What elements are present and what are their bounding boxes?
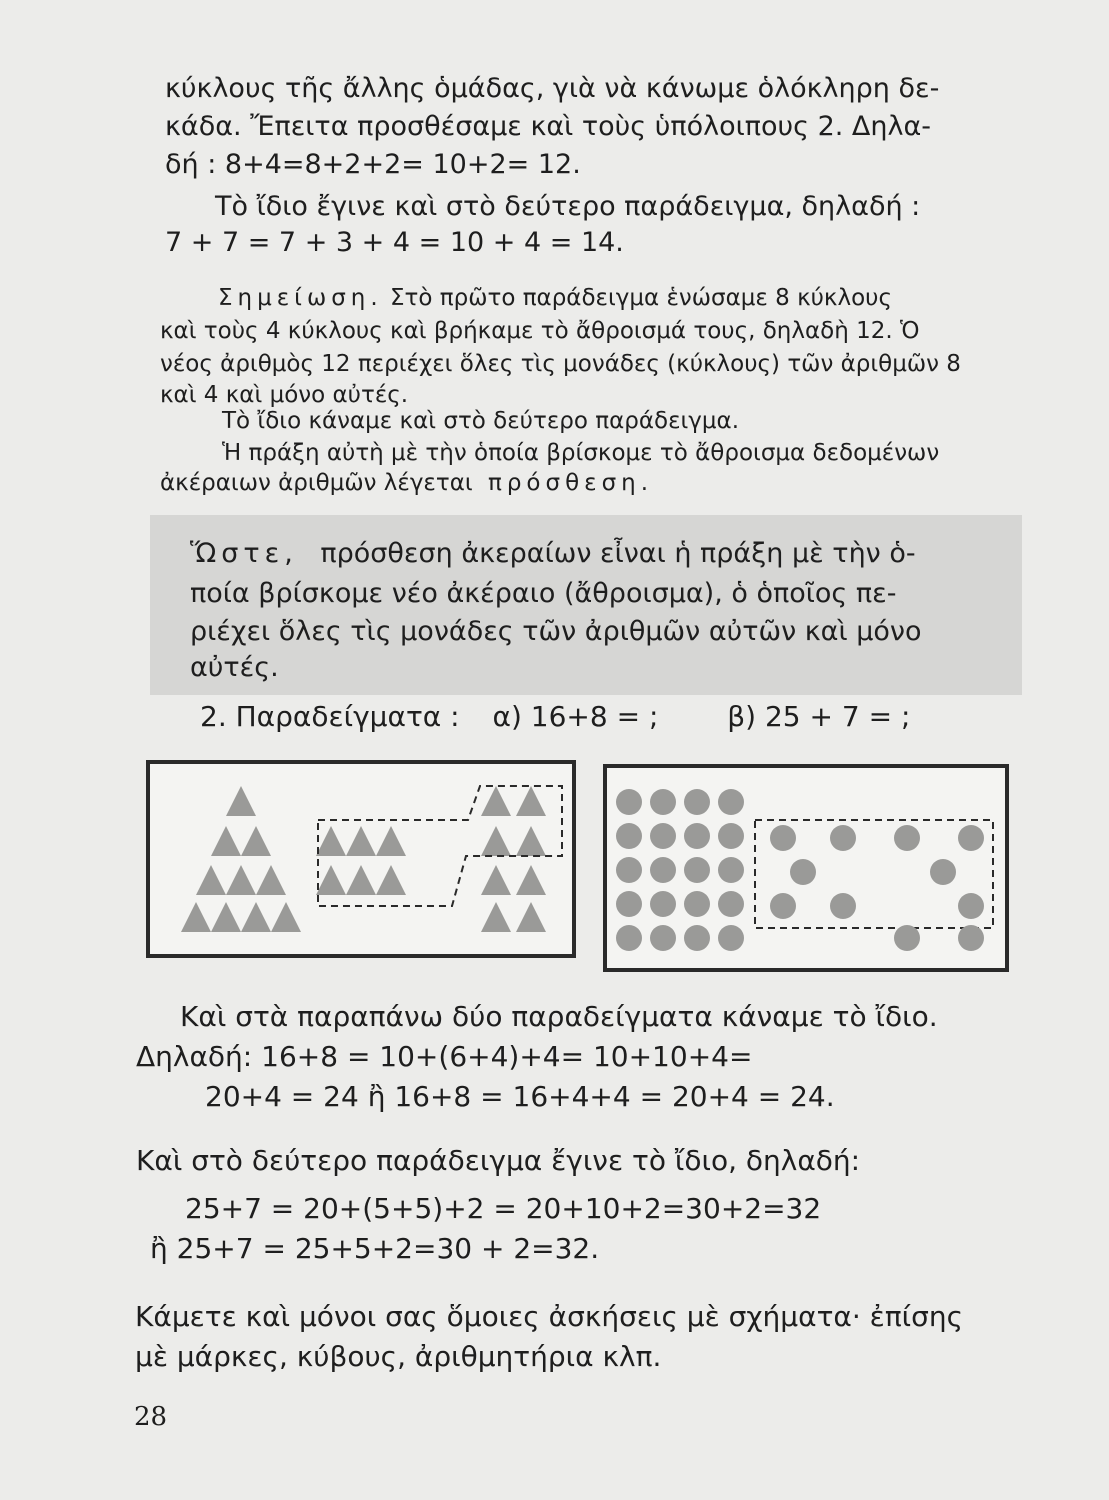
examples-heading: 2. Παραδείγματα : [200, 700, 460, 733]
examples-row [200, 700, 910, 734]
circle [958, 925, 984, 951]
triangles-drawing [150, 764, 572, 954]
circle [718, 857, 744, 883]
triangle [316, 865, 346, 895]
circle [684, 857, 710, 883]
circle [650, 925, 676, 951]
definition-line1-row [190, 537, 916, 571]
triangle [346, 865, 376, 895]
triangle [481, 786, 511, 816]
circle [650, 789, 676, 815]
example-b: β) 25 + 7 = ; [727, 700, 911, 733]
circle [770, 825, 796, 851]
triangle [196, 865, 226, 895]
triangle [226, 786, 256, 816]
triangle [316, 826, 346, 856]
note-line7: ἀκέραιων ἀριθμῶν λέγεται [160, 470, 473, 496]
note-label: Σημείωση. [218, 285, 383, 311]
paragraph2-line2: 7 + 7 = 7 + 3 + 4 = 10 + 4 = 14. [165, 227, 624, 258]
paragraph2-line1: Τὸ ἴδιο ἔγινε καὶ στὸ δεύτερο παράδειγμα, δηλαδή : [215, 191, 921, 222]
circle [958, 825, 984, 851]
triangle [516, 826, 546, 856]
exercise-line2: μὲ μάρκες, κύβους, ἀριθμητήρια κλπ. [135, 1340, 662, 1373]
paragraph1-line3: δή : 8+4=8+2+2= 10+2= 12. [165, 149, 581, 180]
note-term: πρόσθεση. [487, 470, 654, 496]
triangle [241, 902, 271, 932]
circle [958, 893, 984, 919]
explanation-line1: Καὶ στὰ παραπάνω δύο παραδείγματα κάναμε τὸ ἴδιο. [180, 1000, 938, 1033]
definition-line1: πρόσθεση ἀκεραίων εἶναι ἡ πράξη μὲ τὴν ὁ- [320, 538, 916, 569]
circle [650, 823, 676, 849]
circle [650, 891, 676, 917]
explanation-line5: 25+7 = 20+(5+5)+2 = 20+10+2=30+2=32 [185, 1192, 822, 1225]
exercise-line1: Κάμετε καὶ μόνοι σας ὅμοιες ἀσκήσεις μὲ σχήματα· ἐπίσης [135, 1300, 964, 1333]
circle [616, 823, 642, 849]
definition-box [150, 515, 1022, 695]
triangle [241, 826, 271, 856]
circle [830, 893, 856, 919]
triangle [376, 826, 406, 856]
circle [616, 891, 642, 917]
note-line2: καὶ τοὺς 4 κύκλους καὶ βρήκαμε τὸ ἄθροισμά τους, δηλαδὴ 12. Ὁ [160, 318, 920, 344]
triangle [346, 826, 376, 856]
explanation-line3: 20+4 = 24 ἢ 16+8 = 16+4+4 = 20+4 = 24. [205, 1080, 835, 1113]
triangle [481, 902, 511, 932]
circle [718, 789, 744, 815]
circle [718, 891, 744, 917]
circles-figure [603, 764, 1009, 972]
circle [790, 859, 816, 885]
paragraph1-line1: κύκλους τῆς ἄλλης ὁμάδας, γιὰ νὰ κάνωμε ὁλόκληρη δε- [165, 73, 940, 104]
circle [684, 823, 710, 849]
triangle [211, 902, 241, 932]
circle [650, 857, 676, 883]
explanation-line4: Καὶ στὸ δεύτερο παράδειγμα ἔγινε τὸ ἴδιο, δηλαδή: [136, 1144, 861, 1177]
paragraph1-line2: κάδα. Ἔπειτα προσθέσαμε καὶ τοὺς ὑπόλοιπους 2. Δηλα- [165, 111, 932, 142]
triangles-figure [146, 760, 576, 958]
note-line4: καὶ 4 καὶ μόνο αὐτές. [160, 382, 409, 408]
triangle [516, 902, 546, 932]
definition-line4: αὐτές. [190, 652, 279, 683]
definition-lead: Ὥστε, [190, 538, 298, 569]
triangle [376, 865, 406, 895]
circle [718, 925, 744, 951]
explanation-line2: Δηλαδή: 16+8 = 10+(6+4)+4= 10+10+4= [136, 1040, 753, 1073]
definition-line3: ριέχει ὅλες τὶς μονάδες τῶν ἀριθμῶν αὐτῶν καὶ μόνο [190, 616, 922, 647]
circle [616, 857, 642, 883]
triangle [481, 826, 511, 856]
triangle [481, 865, 511, 895]
triangle [271, 902, 301, 932]
note-line5: Τὸ ἴδιο κάναμε καὶ στὸ δεύτερο παράδειγμα. [222, 408, 740, 434]
note-line3: νέος ἀριθμὸς 12 περιέχει ὅλες τὶς μονάδες (κύκλους) τῶν ἀριθμῶν 8 [160, 351, 961, 377]
circle [894, 825, 920, 851]
triangle [256, 865, 286, 895]
note-first-line [218, 283, 892, 313]
triangle [181, 902, 211, 932]
circle [770, 893, 796, 919]
triangle [516, 865, 546, 895]
circle [616, 925, 642, 951]
triangle [226, 865, 256, 895]
circle [684, 891, 710, 917]
circle [830, 825, 856, 851]
circle [894, 925, 920, 951]
note-line7-row [160, 468, 653, 498]
circle [684, 925, 710, 951]
circle [616, 789, 642, 815]
triangle [516, 786, 546, 816]
note-line1: Στὸ πρῶτο παράδειγμα ἑνώσαμε 8 κύκλους [390, 285, 892, 311]
circles-drawing [607, 768, 1005, 968]
definition-line2: ποία βρίσκομε νέο ἀκέραιο (ἄθροισμα), ὁ ὁποῖος πε- [190, 578, 897, 609]
example-a: α) 16+8 = ; [492, 700, 659, 733]
circle [930, 859, 956, 885]
circle [684, 789, 710, 815]
explanation-line6: ἢ 25+7 = 25+5+2=30 + 2=32. [150, 1232, 600, 1265]
note-line6: Ἡ πράξη αὐτὴ μὲ τὴν ὁποία βρίσκομε τὸ ἄθροισμα δεδομένων [222, 440, 940, 466]
circle [718, 823, 744, 849]
page-number: 28 [134, 1402, 168, 1432]
triangle [211, 826, 241, 856]
